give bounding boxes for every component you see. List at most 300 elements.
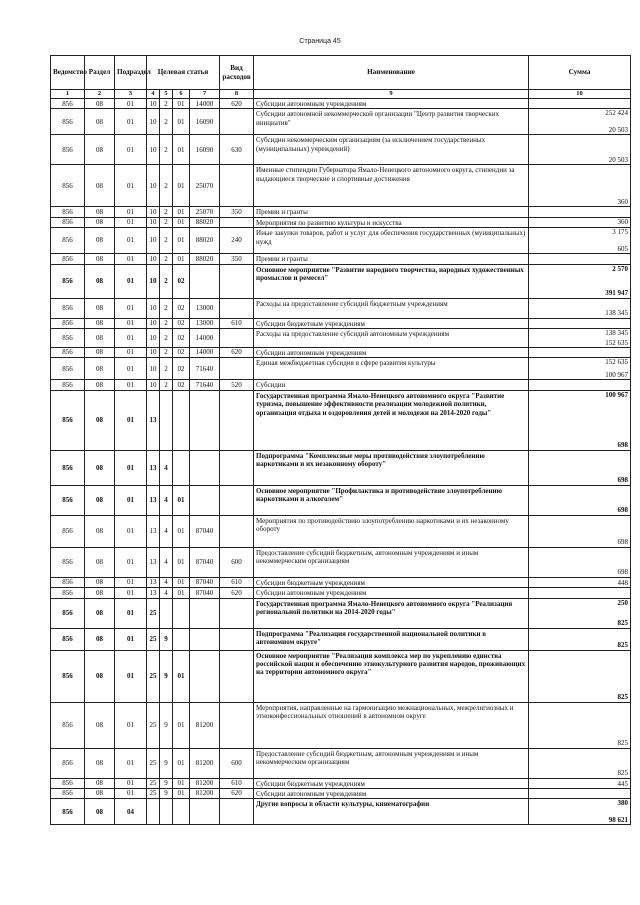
cell-section: 08	[85, 298, 115, 318]
cell-exptype	[220, 217, 254, 227]
cell-exptype: 610	[220, 577, 254, 587]
cell-exptype	[220, 515, 254, 547]
cell-subsection: 01	[115, 650, 147, 702]
cell-dept: 856	[51, 748, 85, 778]
table-row	[51, 264, 631, 298]
cell-section: 08	[85, 588, 115, 598]
table-row	[51, 165, 631, 207]
cell-sum-value: 20 503	[608, 156, 629, 164]
cell-target-2: 2	[160, 109, 173, 135]
cell-target-1: 10	[147, 328, 160, 347]
cell-section: 08	[85, 228, 115, 254]
cell-sum	[529, 380, 631, 390]
cell-section: 08	[85, 264, 115, 298]
cell-subsection: 01	[115, 748, 147, 778]
cell-target-3	[173, 799, 190, 825]
cell-subsection: 01	[115, 328, 147, 347]
cell-target-1: 10	[147, 228, 160, 254]
cell-sum-value: 138 345	[605, 309, 629, 318]
table-row	[51, 485, 631, 515]
col-number: 2	[85, 90, 115, 99]
cell-section: 08	[85, 788, 115, 798]
cell-target-4: 87040	[190, 577, 220, 587]
header-subsection: Подраздел	[115, 56, 147, 90]
cell-subsection: 04	[115, 799, 147, 825]
cell-exptype	[220, 109, 254, 135]
table-row	[51, 207, 631, 217]
col-number: 6	[173, 90, 190, 99]
cell-target-1: 10	[147, 165, 160, 207]
cell-name: Государственная программа Ямало-Ненецкого автономного округа "Развитие туризма, повышение эффективности реализации молодежной политики, организация отдыха и оздоровления детей и молодежи на 2014-2020 годы"	[254, 390, 529, 450]
cell-sum-value: 100 967	[605, 370, 629, 379]
cell-target-3: 02	[173, 328, 190, 347]
cell-exptype	[220, 450, 254, 485]
cell-target-4: 81200	[190, 778, 220, 788]
cell-target-1: 10	[147, 109, 160, 135]
cell-target-2: 2	[160, 298, 173, 318]
cell-sum	[529, 298, 631, 318]
cell-target-3: 01	[173, 99, 190, 109]
cell-sum	[529, 598, 631, 628]
cell-target-3	[173, 390, 190, 450]
cell-section: 08	[85, 347, 115, 357]
cell-exptype	[220, 650, 254, 702]
cell-dept: 856	[51, 788, 85, 798]
cell-name: Субсидии бюджетным учреждениям	[254, 577, 529, 587]
cell-target-2: 2	[160, 135, 173, 165]
cell-subsection: 01	[115, 347, 147, 357]
cell-target-3: 02	[173, 264, 190, 298]
cell-section: 08	[85, 577, 115, 587]
cell-target-1: 10	[147, 254, 160, 264]
cell-dept: 856	[51, 254, 85, 264]
table-row	[51, 347, 631, 357]
cell-dept: 856	[51, 318, 85, 328]
cell-target-4: 81200	[190, 788, 220, 798]
cell-subsection: 01	[115, 390, 147, 450]
header-exptype: Вид расходов	[220, 56, 254, 90]
cell-dept: 856	[51, 165, 85, 207]
cell-dept: 856	[51, 380, 85, 390]
cell-name: Иные закупки товаров, работ и услуг для обеспечения государственных (муниципальных) нужд	[254, 228, 529, 254]
cell-exptype: 620	[220, 588, 254, 598]
cell-target-4: 87040	[190, 588, 220, 598]
cell-target-3: 02	[173, 358, 190, 380]
table-row	[51, 380, 631, 390]
cell-sum	[529, 450, 631, 485]
cell-subsection: 01	[115, 788, 147, 798]
cell-target-1: 25	[147, 598, 160, 628]
cell-sum-value: 698	[617, 538, 629, 547]
cell-name: Расходы на предоставление субсидий бюджетным учреждениям	[254, 298, 529, 318]
table-row	[51, 702, 631, 748]
cell-sum-value: 825	[617, 641, 629, 650]
cell-exptype	[220, 598, 254, 628]
cell-section: 08	[85, 99, 115, 109]
cell-exptype	[220, 628, 254, 650]
cell-name: Подпрограмма "Комплексные меры противодействия злоупотреблению наркотиками и их незаконному обороту"	[254, 450, 529, 485]
cell-section: 08	[85, 450, 115, 485]
cell-exptype: 620	[220, 347, 254, 357]
cell-target-3: 01	[173, 702, 190, 748]
cell-sum-carry: 360	[617, 217, 629, 226]
cell-sum-value: 391 947	[605, 289, 629, 298]
cell-exptype	[220, 328, 254, 347]
col-number: 5	[160, 90, 173, 99]
cell-subsection: 01	[115, 298, 147, 318]
cell-exptype: 620	[220, 99, 254, 109]
cell-target-1: 10	[147, 347, 160, 357]
cell-target-3: 01	[173, 109, 190, 135]
cell-target-1: 13	[147, 485, 160, 515]
cell-sum	[529, 390, 631, 450]
cell-dept: 856	[51, 628, 85, 650]
cell-exptype: 600	[220, 547, 254, 577]
cell-subsection: 01	[115, 165, 147, 207]
col-number: 9	[254, 90, 529, 99]
header-dept: Ведомство	[51, 56, 85, 90]
cell-name: Основное мероприятие "Развитие народного творчества, народных художественных промыслов и ремесел"	[254, 264, 529, 298]
cell-dept: 856	[51, 390, 85, 450]
cell-target-3: 01	[173, 748, 190, 778]
cell-target-1: 25	[147, 628, 160, 650]
cell-name: Субсидии бюджетным учреждениям	[254, 318, 529, 328]
cell-target-2: 2	[160, 99, 173, 109]
cell-target-4: 25070	[190, 165, 220, 207]
cell-target-4: 14000	[190, 328, 220, 347]
cell-target-4: 14000	[190, 347, 220, 357]
cell-target-1: 10	[147, 135, 160, 165]
cell-target-2: 4	[160, 577, 173, 587]
cell-target-1: 13	[147, 450, 160, 485]
table-row	[51, 328, 631, 347]
col-number: 1	[51, 90, 85, 99]
cell-exptype: 610	[220, 318, 254, 328]
cell-target-4: 81200	[190, 702, 220, 748]
cell-target-4	[190, 598, 220, 628]
cell-sum-value: 605	[617, 244, 629, 253]
cell-target-4: 88020	[190, 217, 220, 227]
cell-target-4	[190, 485, 220, 515]
cell-target-2: 2	[160, 217, 173, 227]
budget-table	[50, 55, 631, 825]
cell-exptype: 630	[220, 135, 254, 165]
cell-section: 08	[85, 165, 115, 207]
cell-name: Субсидии автономным учреждениям	[254, 347, 529, 357]
cell-target-4	[190, 628, 220, 650]
cell-target-1: 10	[147, 380, 160, 390]
cell-target-2: 2	[160, 264, 173, 298]
cell-target-2: 4	[160, 588, 173, 598]
cell-target-4: 71640	[190, 380, 220, 390]
table-row	[51, 650, 631, 702]
cell-sum-value: 98 621	[608, 815, 629, 824]
cell-target-2: 4	[160, 515, 173, 547]
cell-target-3: 01	[173, 650, 190, 702]
cell-section: 08	[85, 702, 115, 748]
table-row	[51, 515, 631, 547]
table-row	[51, 748, 631, 778]
table-row	[51, 135, 631, 165]
cell-target-2	[160, 598, 173, 628]
cell-section: 08	[85, 650, 115, 702]
cell-sum-value: 698	[617, 441, 629, 450]
cell-target-2: 2	[160, 254, 173, 264]
cell-name: Расходы на предоставление субсидий автономным учреждениям	[254, 328, 529, 347]
cell-name: Именные стипендии Губернатора Ямало-Ненецкого автономного округа, стипендии за выдающиеся творческие и спортивные достижения	[254, 165, 529, 207]
cell-subsection: 01	[115, 515, 147, 547]
cell-exptype: 520	[220, 380, 254, 390]
cell-exptype: 350	[220, 254, 254, 264]
cell-target-2: 4	[160, 547, 173, 577]
cell-target-2: 2	[160, 347, 173, 357]
cell-sum-value: 698	[617, 506, 629, 515]
cell-sum-carry: 380	[617, 799, 629, 808]
cell-sum-carry: 252 424	[605, 109, 629, 118]
cell-sum-value: 152 635	[605, 338, 629, 347]
cell-target-4: 13000	[190, 298, 220, 318]
cell-target-3: 02	[173, 347, 190, 357]
cell-sum	[529, 799, 631, 825]
cell-target-4: 16090	[190, 109, 220, 135]
cell-dept: 856	[51, 588, 85, 598]
cell-subsection: 01	[115, 135, 147, 165]
cell-target-2: 9	[160, 778, 173, 788]
cell-section: 08	[85, 380, 115, 390]
cell-exptype	[220, 358, 254, 380]
cell-target-3: 01	[173, 228, 190, 254]
table-row	[51, 217, 631, 227]
cell-target-2: 9	[160, 748, 173, 778]
col-number: 8	[220, 90, 254, 99]
cell-subsection: 01	[115, 778, 147, 788]
cell-target-1: 25	[147, 778, 160, 788]
table-row	[51, 298, 631, 318]
budget-table-wrapper	[50, 55, 630, 825]
cell-sum-value: 448	[617, 578, 629, 587]
cell-target-1: 13	[147, 547, 160, 577]
cell-sum	[529, 778, 631, 788]
col-number: 7	[190, 90, 220, 99]
cell-section: 08	[85, 217, 115, 227]
cell-target-1: 10	[147, 207, 160, 217]
cell-target-1: 10	[147, 217, 160, 227]
cell-target-1: 25	[147, 702, 160, 748]
cell-target-2: 2	[160, 380, 173, 390]
header-sum: Сумма	[529, 56, 631, 90]
cell-subsection: 01	[115, 485, 147, 515]
table-row	[51, 99, 631, 109]
cell-target-2: 2	[160, 358, 173, 380]
cell-name: Мероприятия по противодействию злоупотреблению наркотиками и их незаконному обороту	[254, 515, 529, 547]
table-row	[51, 109, 631, 135]
cell-subsection: 01	[115, 358, 147, 380]
cell-name: Субсидии некоммерческим организациям (за исключением государственных (муниципальных) учреждений)	[254, 135, 529, 165]
cell-exptype: 240	[220, 228, 254, 254]
cell-target-3: 01	[173, 165, 190, 207]
col-number: 10	[529, 90, 631, 99]
cell-subsection: 01	[115, 628, 147, 650]
cell-target-2: 2	[160, 318, 173, 328]
cell-subsection: 01	[115, 577, 147, 587]
cell-target-1: 25	[147, 748, 160, 778]
cell-target-3: 01	[173, 515, 190, 547]
cell-target-1: 13	[147, 390, 160, 450]
table-body	[51, 99, 631, 825]
cell-target-1: 25	[147, 650, 160, 702]
cell-sum	[529, 217, 631, 227]
cell-section: 08	[85, 515, 115, 547]
header-section: Раздел	[85, 56, 115, 90]
cell-target-1	[147, 799, 160, 825]
cell-sum	[529, 788, 631, 798]
cell-section: 08	[85, 748, 115, 778]
cell-target-4: 14000	[190, 99, 220, 109]
table-row	[51, 254, 631, 264]
cell-dept: 856	[51, 485, 85, 515]
table-row	[51, 390, 631, 450]
cell-subsection: 01	[115, 254, 147, 264]
cell-sum-value: 20 503	[608, 126, 629, 134]
cell-subsection: 01	[115, 588, 147, 598]
cell-target-4: 16090	[190, 135, 220, 165]
cell-section: 08	[85, 547, 115, 577]
cell-dept: 856	[51, 358, 85, 380]
cell-section: 08	[85, 390, 115, 450]
cell-target-2: 2	[160, 328, 173, 347]
cell-exptype	[220, 702, 254, 748]
table-row	[51, 228, 631, 254]
cell-exptype: 610	[220, 778, 254, 788]
cell-section: 08	[85, 799, 115, 825]
cell-dept: 856	[51, 298, 85, 318]
cell-name: Субсидии автономным учреждениям	[254, 788, 529, 798]
cell-sum-value: 445	[617, 779, 629, 788]
cell-target-2: 9	[160, 702, 173, 748]
cell-target-3: 02	[173, 380, 190, 390]
cell-target-1: 13	[147, 577, 160, 587]
cell-target-2: 9	[160, 650, 173, 702]
cell-sum	[529, 328, 631, 347]
cell-sum	[529, 358, 631, 380]
cell-subsection: 01	[115, 109, 147, 135]
cell-sum-carry: 138 345	[605, 328, 629, 337]
cell-subsection: 01	[115, 318, 147, 328]
cell-sum	[529, 165, 631, 207]
table-row	[51, 628, 631, 650]
cell-name: Другие вопросы в области культуры, кинематографии	[254, 799, 529, 825]
cell-target-1: 25	[147, 788, 160, 798]
cell-sum-value: 825	[617, 693, 629, 702]
cell-name: Единая межбюджетная субсидия в сфере развития культуры	[254, 358, 529, 380]
cell-sum	[529, 347, 631, 357]
cell-target-4: 71640	[190, 358, 220, 380]
cell-dept: 856	[51, 99, 85, 109]
cell-target-2: 9	[160, 628, 173, 650]
cell-name: Субсидии	[254, 380, 529, 390]
cell-sum-value: 698	[617, 476, 629, 485]
cell-sum	[529, 135, 631, 165]
cell-target-3: 02	[173, 298, 190, 318]
cell-sum-carry: 3 175	[612, 228, 629, 237]
cell-sum	[529, 588, 631, 598]
cell-sum-value: 825	[617, 739, 629, 748]
cell-sum	[529, 515, 631, 547]
cell-dept: 856	[51, 109, 85, 135]
cell-sum	[529, 547, 631, 577]
table-row	[51, 450, 631, 485]
cell-dept: 856	[51, 228, 85, 254]
cell-subsection: 01	[115, 228, 147, 254]
cell-target-4: 87040	[190, 547, 220, 577]
cell-exptype: 350	[220, 207, 254, 217]
table-row	[51, 358, 631, 380]
cell-target-1: 10	[147, 298, 160, 318]
cell-target-2: 2	[160, 165, 173, 207]
cell-name: Предоставление субсидий бюджетным, автономным учреждениям и иным некоммерческим организациям	[254, 748, 529, 778]
cell-name: Премии и гранты	[254, 254, 529, 264]
table-row	[51, 778, 631, 788]
cell-exptype: 600	[220, 748, 254, 778]
cell-sum	[529, 628, 631, 650]
cell-target-3: 01	[173, 217, 190, 227]
cell-section: 08	[85, 207, 115, 217]
cell-subsection: 01	[115, 217, 147, 227]
cell-target-3: 01	[173, 135, 190, 165]
cell-sum	[529, 702, 631, 748]
cell-sum	[529, 485, 631, 515]
page-number-label: Страница 45	[299, 38, 341, 45]
cell-target-1: 13	[147, 515, 160, 547]
table-row	[51, 788, 631, 798]
cell-dept: 856	[51, 547, 85, 577]
cell-target-2	[160, 799, 173, 825]
cell-sum	[529, 228, 631, 254]
cell-dept: 856	[51, 702, 85, 748]
cell-target-3: 01	[173, 254, 190, 264]
cell-target-1: 10	[147, 358, 160, 380]
cell-target-4: 87040	[190, 515, 220, 547]
cell-subsection: 01	[115, 450, 147, 485]
cell-subsection: 01	[115, 598, 147, 628]
cell-sum	[529, 577, 631, 587]
cell-section: 08	[85, 318, 115, 328]
cell-target-4: 81200	[190, 748, 220, 778]
cell-name: Мероприятия по развитию культуры и искусства	[254, 217, 529, 227]
header-name: Наименование	[254, 56, 529, 90]
cell-exptype	[220, 390, 254, 450]
cell-target-4: 88020	[190, 228, 220, 254]
cell-target-1: 13	[147, 588, 160, 598]
table-row	[51, 588, 631, 598]
cell-target-1: 10	[147, 99, 160, 109]
cell-target-2	[160, 390, 173, 450]
table-row	[51, 547, 631, 577]
cell-dept: 856	[51, 347, 85, 357]
cell-section: 08	[85, 778, 115, 788]
cell-exptype	[220, 298, 254, 318]
cell-sum-carry: 2 570	[612, 264, 629, 273]
cell-target-4	[190, 799, 220, 825]
cell-exptype	[220, 485, 254, 515]
cell-subsection: 01	[115, 207, 147, 217]
cell-dept: 856	[51, 450, 85, 485]
cell-name: Субсидии автономным учреждениям	[254, 99, 529, 109]
cell-target-4: 88020	[190, 254, 220, 264]
cell-sum-value: 825	[617, 769, 629, 778]
cell-dept: 856	[51, 264, 85, 298]
cell-sum-carry: 152 635	[605, 358, 629, 367]
